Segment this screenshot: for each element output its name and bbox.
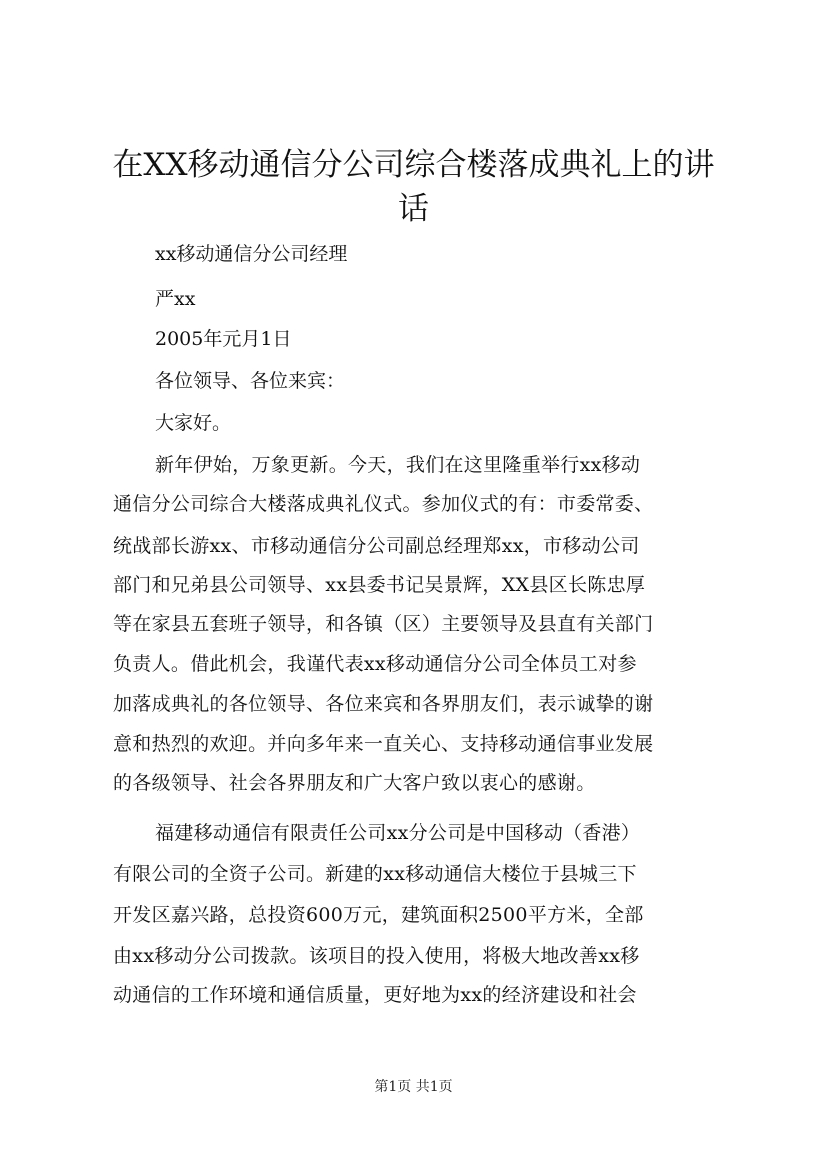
- salutation: 各位领导、各位来宾：: [155, 370, 346, 392]
- paragraph-line: 的各级领导、社会各界朋友和广大客户致以衷心的感谢。: [113, 772, 596, 794]
- author-name: 严xx: [155, 288, 196, 310]
- paragraph-line: 有限公司的全资子公司。新建的xx移动通信大楼位于县城三下: [113, 863, 637, 885]
- paragraph-line: 意和热烈的欢迎。并向多年来一直关心、支持移动通信事业发展: [113, 733, 654, 755]
- paragraph-line: 由xx移动分公司拨款。该项目的投入使用，将极大地改善xx移: [113, 945, 640, 967]
- speech-date: 2005年元月1日: [155, 328, 292, 350]
- paragraph-line: 负责人。借此机会，我谨代表xx移动通信分公司全体员工对参: [113, 653, 637, 675]
- paragraph-line: 开发区嘉兴路，总投资600万元，建筑面积2500平方米，全部: [113, 904, 644, 926]
- paragraph-line: 统战部长游xx、市移动通信分公司副总经理郑xx，市移动公司: [113, 535, 640, 557]
- paragraph-line: 新年伊始，万象更新。今天，我们在这里隆重举行xx移动: [155, 454, 641, 476]
- page-footer: 第1页 共1页: [374, 1079, 453, 1095]
- document-title: 在XX移动通信分公司综合楼落成典礼上的讲话: [112, 147, 715, 227]
- paragraph-line: 通信分公司综合大楼落成典礼仪式。参加仪式的有：市委常委、: [113, 493, 654, 515]
- author-position: xx移动通信分公司经理: [155, 243, 348, 265]
- paragraph-line: 加落成典礼的各位领导、各位来宾和各界朋友们，表示诚挚的谢: [113, 693, 654, 715]
- paragraph-line: 福建移动通信有限责任公司xx分公司是中国移动（香港）: [155, 822, 641, 844]
- paragraph-line: 动通信的工作环境和通信质量，更好地为xx的经济建设和社会: [113, 984, 637, 1006]
- paragraph-line: 等在家县五套班子领导，和各镇（区）主要领导及县直有关部门: [113, 613, 654, 635]
- paragraph-line: 部门和兄弟县公司领导、xx县委书记吴景辉，XX县区长陈忠厚: [113, 574, 646, 596]
- greeting: 大家好。: [155, 412, 232, 434]
